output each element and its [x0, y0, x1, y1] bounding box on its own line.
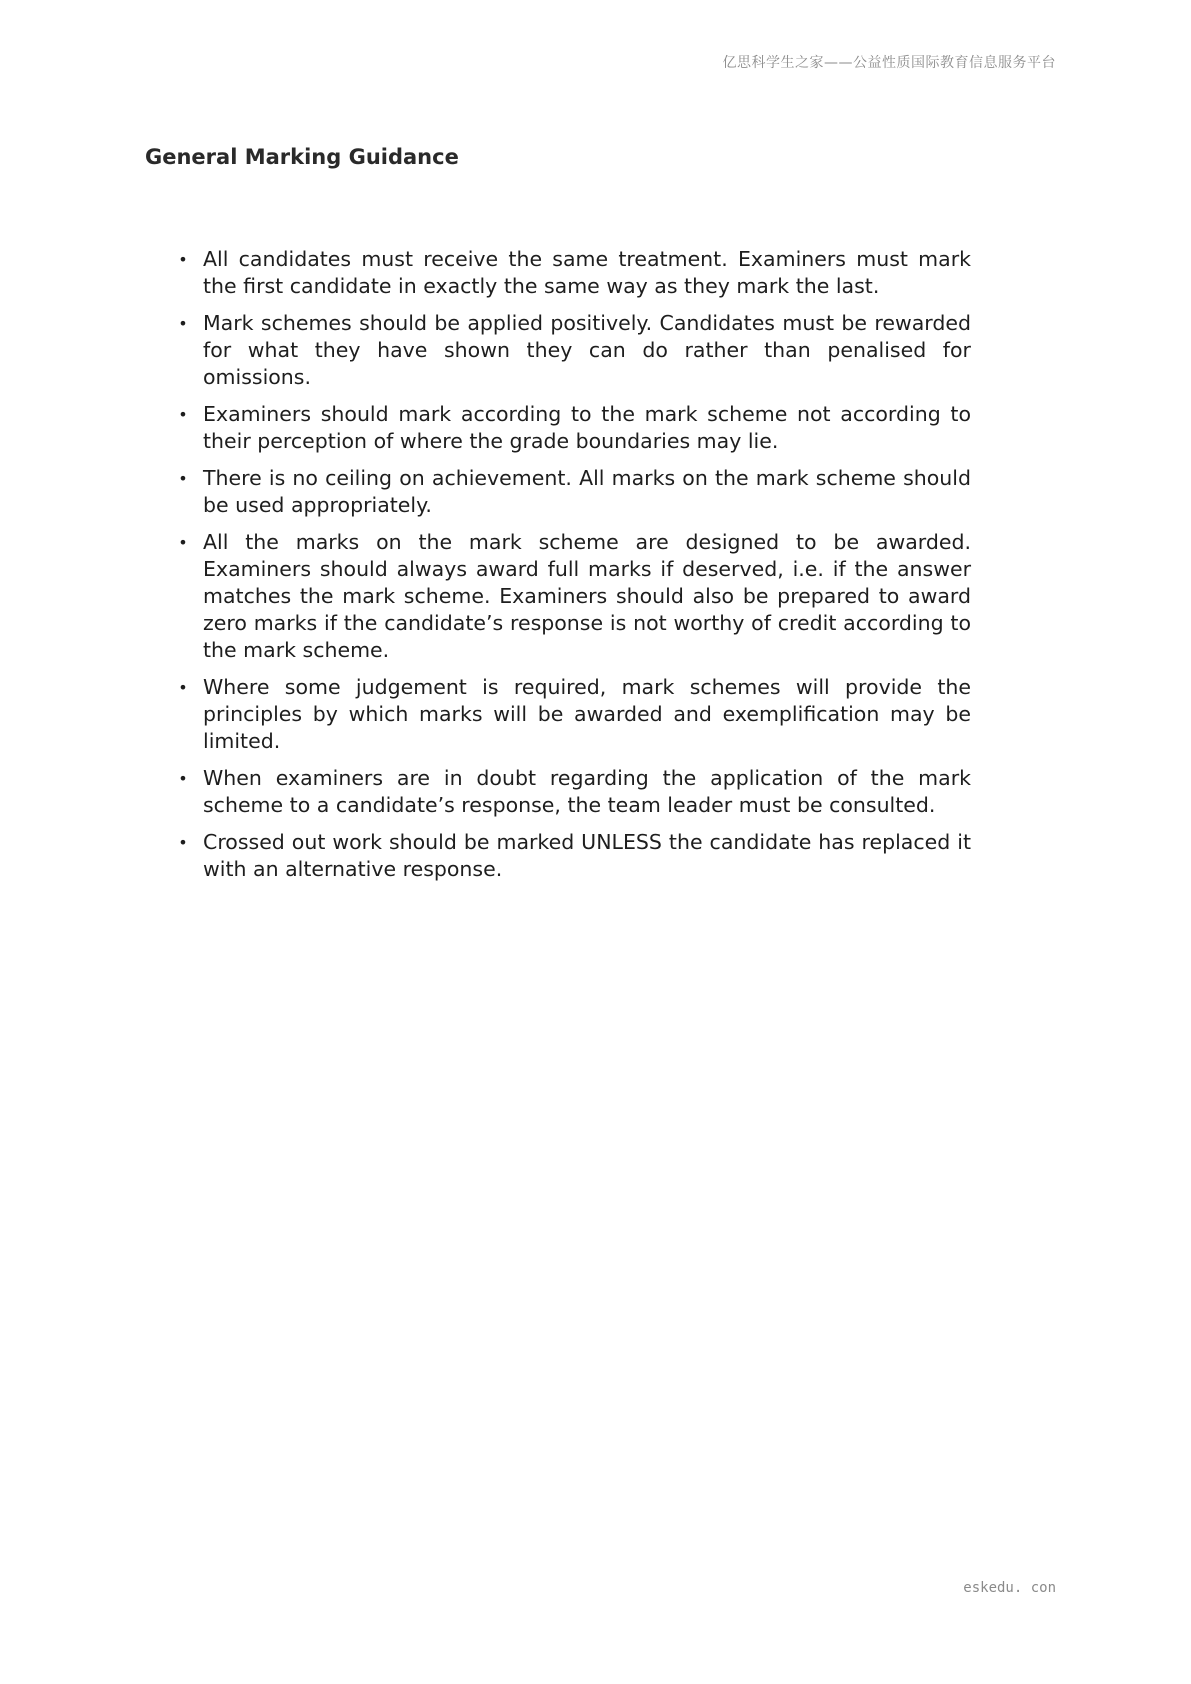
list-item-text: All candidates must receive the same treatment. Examiners must mark the first candidate in exactly the same way as they mark the last.	[203, 247, 971, 298]
list-item-text: All the marks on the mark scheme are designed to be awarded. Examiners should always award full marks if deserved, i.e. if the answer matches the mark scheme. Examiners should also be prepared to award zero marks if the candidate’s response is not worthy of credit according to the mark scheme.	[203, 530, 971, 662]
list-item	[173, 401, 971, 455]
list-item	[173, 765, 971, 819]
bullet-icon: •	[178, 769, 188, 788]
list-item	[173, 310, 971, 391]
bullet-icon: •	[178, 833, 188, 852]
list-item	[173, 674, 971, 755]
list-item	[173, 529, 971, 664]
bullet-icon: •	[178, 405, 188, 424]
header-site-note: 亿思科学生之家——公益性质国际教育信息服务平台	[722, 55, 1056, 71]
list-item-text: There is no ceiling on achievement. All marks on the mark scheme should be used appropriately.	[203, 466, 971, 517]
bullet-icon: •	[178, 678, 188, 697]
bullet-icon: •	[178, 250, 188, 269]
bullet-icon: •	[178, 533, 188, 552]
page-title: General Marking Guidance	[145, 145, 459, 169]
list-item-text: Crossed out work should be marked UNLESS the candidate has replaced it with an alternative response.	[203, 830, 971, 881]
guidance-list	[173, 246, 971, 893]
bullet-icon: •	[178, 469, 188, 488]
list-item	[173, 246, 971, 300]
list-item	[173, 829, 971, 883]
list-item-text: When examiners are in doubt regarding the application of the mark scheme to a candidate’s response, the team leader must be consulted.	[203, 766, 971, 817]
list-item-text: Examiners should mark according to the mark scheme not according to their perception of where the grade boundaries may lie.	[203, 402, 971, 453]
list-item-text: Where some judgement is required, mark schemes will provide the principles by which marks will be awarded and exemplification may be limited.	[203, 675, 971, 753]
bullet-icon: •	[178, 314, 188, 333]
list-item-text: Mark schemes should be applied positively. Candidates must be rewarded for what they have shown they can do rather than penalised for omissions.	[203, 311, 971, 389]
footer-site-url: eskedu. con	[963, 1580, 1056, 1596]
list-item	[173, 465, 971, 519]
